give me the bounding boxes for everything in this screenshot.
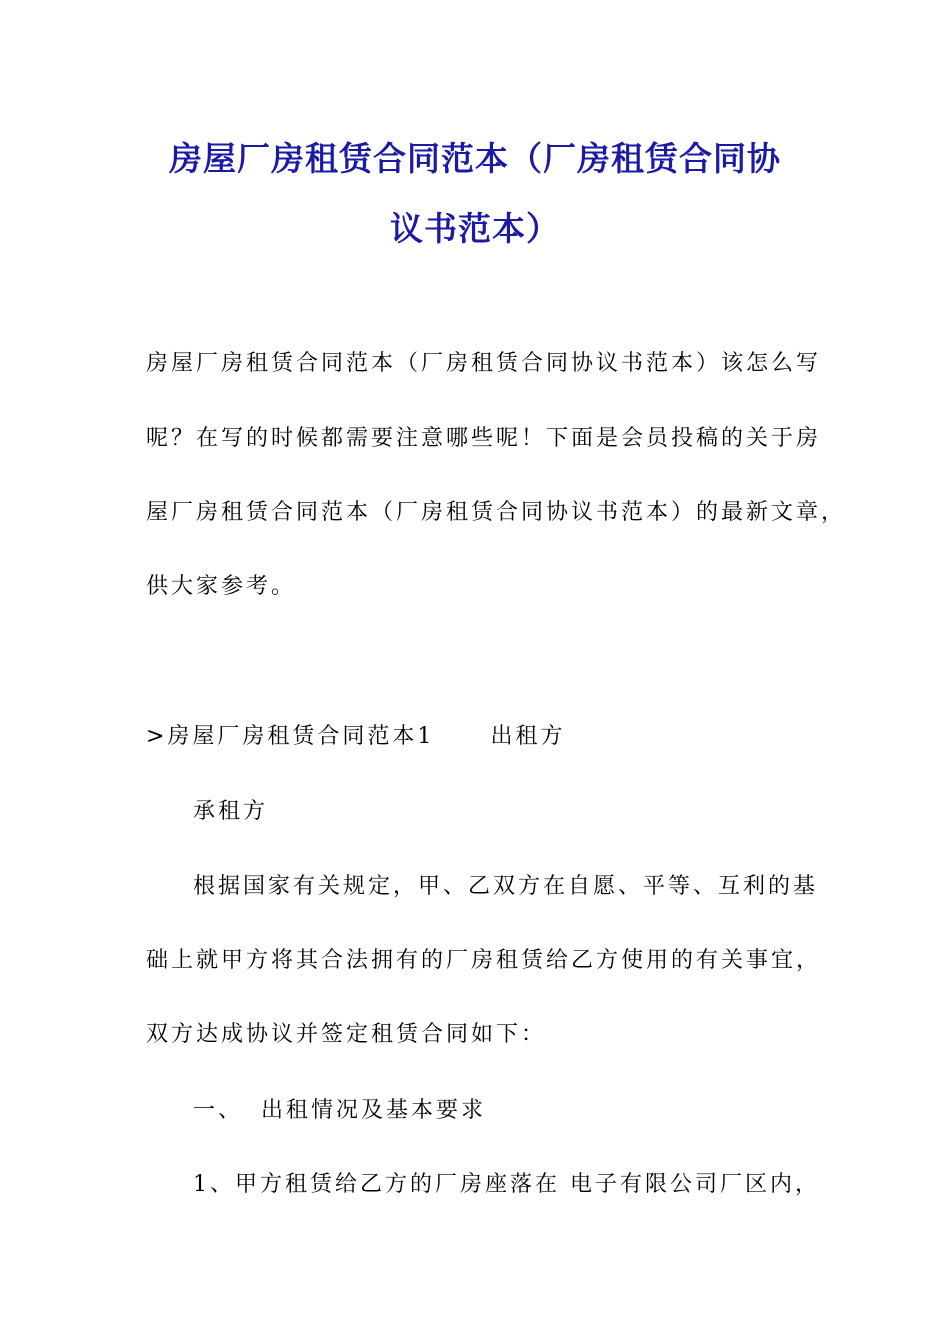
intro-line-2: 呢？在写的时候都需要注意哪些呢！下面是会员投稿的关于房	[146, 426, 822, 451]
lessor-label: 出租方	[490, 724, 566, 749]
intro-line-3: 屋厂房租赁合同范本（厂房租赁合同协议书范本）的最新文章，	[146, 500, 847, 525]
intro-line-4: 供大家参考。	[146, 574, 297, 599]
article-title: 出租情况及基本要求	[261, 1098, 487, 1123]
article-number: 一、	[193, 1098, 244, 1123]
article-one-heading	[193, 1093, 486, 1124]
lessee-label: 承租方	[193, 799, 269, 824]
document-title-line-1: 房屋厂房租赁合同范本（厂房租赁合同协	[169, 139, 781, 178]
section-heading-text: >房屋厂房租赁合同范本1	[146, 724, 435, 749]
body-line-1: 根据国家有关规定，甲、乙双方在自愿、平等、互利的基	[193, 874, 819, 899]
document-title-line-2: 议书范本）	[390, 209, 560, 248]
clause-1: 1、甲方租赁给乙方的厂房座落在 电子有限公司厂区内，	[193, 1172, 820, 1197]
section-heading	[146, 719, 565, 750]
body-line-3: 双方达成协议并签定租赁合同如下：	[146, 1022, 547, 1047]
body-line-2: 础上就甲方将其合法拥有的厂房租赁给乙方使用的有关事宜，	[146, 948, 822, 973]
intro-line-1: 房屋厂房租赁合同范本（厂房租赁合同协议书范本）该怎么写	[146, 351, 822, 376]
